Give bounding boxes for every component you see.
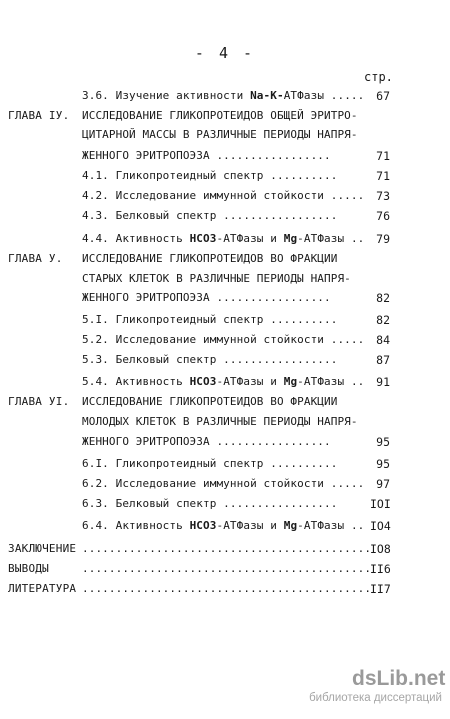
toc-entry-text bbox=[82, 289, 331, 307]
toc-entry-text bbox=[82, 250, 337, 268]
toc-entry-text bbox=[82, 167, 337, 185]
toc-entry-part: АТФазы ..... bbox=[283, 89, 365, 102]
toc-entry-part: 6.I. Гликопротеидный спектр .......... bbox=[82, 457, 338, 470]
toc-entry-part: 4.3. Белковый спектр ................. bbox=[82, 209, 338, 222]
toc-entry-text bbox=[82, 433, 331, 451]
toc-entry-text bbox=[82, 187, 364, 205]
toc-row bbox=[0, 107, 450, 125]
toc-page-number: IOI bbox=[370, 497, 391, 511]
toc-formula: Na-K- bbox=[250, 89, 284, 102]
toc-row bbox=[0, 331, 450, 349]
toc-row bbox=[0, 187, 450, 205]
toc-page-number: 82 bbox=[376, 291, 390, 305]
toc-entry-part: -АТФазы .. bbox=[297, 375, 365, 388]
pages-column-header: стр. bbox=[364, 70, 393, 84]
toc-page-number: 79 bbox=[376, 232, 390, 246]
toc-row bbox=[0, 250, 450, 268]
toc-entry-part: ЦИТАРНОЙ МАССЫ В РАЗЛИЧНЫЕ ПЕРИОДЫ НАПРЯ- bbox=[82, 128, 358, 141]
toc-page-number: 87 bbox=[376, 353, 390, 367]
toc-entry-part: 4.1. Гликопротеидный спектр .......... bbox=[82, 169, 338, 182]
toc-page-number: 67 bbox=[376, 89, 390, 103]
toc-row bbox=[0, 167, 450, 185]
toc-chapter-label: ГЛАВА УI. bbox=[8, 395, 70, 408]
toc-row bbox=[0, 413, 450, 431]
toc-page-number: IO8 bbox=[370, 542, 391, 556]
toc-chapter-label: ГЛАВА IУ. bbox=[8, 109, 70, 122]
toc-entry-text bbox=[82, 540, 371, 558]
toc-entry-text bbox=[82, 455, 337, 473]
toc-entry-text bbox=[82, 207, 337, 225]
toc-row bbox=[0, 475, 450, 493]
toc-entry-part: 4.4. Активность bbox=[82, 232, 183, 245]
toc-row bbox=[0, 207, 450, 225]
toc-chapter-label: ЗАКЛЮЧЕНИЕ bbox=[8, 542, 77, 555]
toc-entry-text bbox=[82, 495, 337, 513]
toc-page-number: 82 bbox=[376, 313, 390, 327]
toc-entry-text bbox=[82, 413, 358, 431]
toc-chapter-label: ЛИТЕРАТУРА bbox=[8, 582, 77, 595]
toc-row bbox=[0, 540, 450, 558]
toc-entry-text bbox=[82, 331, 364, 349]
watermark-logo-text: dsLib bbox=[352, 667, 408, 690]
toc-entry-part: ЖЕННОГО ЭРИТРОПОЭЗА ................. bbox=[82, 291, 331, 304]
toc-row bbox=[0, 289, 450, 307]
toc-entry-part: -АТФазы и bbox=[216, 519, 277, 532]
toc-page-number: II6 bbox=[370, 562, 391, 576]
toc-formula: HCO3 bbox=[189, 519, 217, 532]
toc-entry-part: ........................................... bbox=[82, 582, 372, 595]
toc-page-number: 84 bbox=[376, 333, 390, 347]
toc-entry-part: МОЛОДЫХ КЛЕТОК В РАЗЛИЧНЫЕ ПЕРИОДЫ НАПРЯ- bbox=[82, 415, 358, 428]
toc-row bbox=[0, 126, 450, 144]
toc-entry-part: ИССЛЕДОВАНИЕ ГЛИКОПРОТЕИДОВ ОБЩЕЙ ЭРИТРО- bbox=[82, 109, 358, 122]
toc-row bbox=[0, 147, 450, 165]
toc-row bbox=[0, 87, 450, 105]
toc-entry-text bbox=[82, 147, 331, 165]
toc-page-number: 91 bbox=[376, 375, 390, 389]
toc-row bbox=[0, 393, 450, 411]
toc-chapter-label: ВЫВОДЫ bbox=[8, 562, 49, 575]
toc-entry-part: 6.4. Активность bbox=[82, 519, 183, 532]
toc-row bbox=[0, 560, 450, 578]
toc-row bbox=[0, 455, 450, 473]
toc-entry-part: ........................................... bbox=[82, 562, 372, 575]
toc-entry-part: 4.2. Исследование иммунной стойкости ..... bbox=[82, 189, 365, 202]
toc-formula: HCO3 bbox=[189, 375, 217, 388]
watermark-subtitle: библиотека диссертаций bbox=[309, 692, 442, 704]
toc-row bbox=[0, 270, 450, 288]
toc-page-number: IO4 bbox=[370, 519, 391, 533]
toc-entry-part: 5.2. Исследование иммунной стойкости ..... bbox=[82, 333, 365, 346]
toc-row bbox=[0, 311, 450, 329]
toc-row bbox=[0, 373, 450, 391]
toc-page-number: 95 bbox=[376, 435, 390, 449]
toc-entry-part: 6.3. Белковый спектр ................. bbox=[82, 497, 338, 510]
toc-entry-part: 3.6. Изучение активности bbox=[82, 89, 244, 102]
toc-row bbox=[0, 433, 450, 451]
toc-entry-part: СТАРЫХ КЛЕТОК В РАЗЛИЧНЫЕ ПЕРИОДЫ НАПРЯ- bbox=[82, 272, 351, 285]
toc-page-number: II7 bbox=[370, 582, 391, 596]
toc-chapter-label: ГЛАВА У. bbox=[8, 252, 63, 265]
watermark-logo bbox=[352, 668, 445, 690]
toc-formula: HCO3 bbox=[189, 232, 217, 245]
toc-entry-part: -АТФазы .. bbox=[297, 232, 365, 245]
toc-entry-part: ЖЕННОГО ЭРИТРОПОЭЗА ................. bbox=[82, 435, 331, 448]
toc-page-number: 97 bbox=[376, 477, 390, 491]
toc-entry-text bbox=[82, 87, 364, 105]
toc-formula: Mg bbox=[283, 232, 298, 245]
toc-page-number: 76 bbox=[376, 209, 390, 223]
toc-entry-text bbox=[82, 351, 337, 369]
toc-entry-part: -АТФазы и bbox=[216, 232, 277, 245]
toc-entry-part: -АТФазы и bbox=[216, 375, 277, 388]
toc-entry-part: 6.2. Исследование иммунной стойкости ..... bbox=[82, 477, 365, 490]
toc-entry-text bbox=[82, 126, 358, 144]
toc-row bbox=[0, 517, 450, 535]
toc-row bbox=[0, 580, 450, 598]
toc-entry-text bbox=[82, 475, 364, 493]
toc-entry-part: ЖЕННОГО ЭРИТРОПОЭЗА ................. bbox=[82, 149, 331, 162]
toc-row bbox=[0, 351, 450, 369]
toc-row bbox=[0, 495, 450, 513]
toc-page-number: 71 bbox=[376, 169, 390, 183]
toc-entry-part: ИССЛЕДОВАНИЕ ГЛИКОПРОТЕИДОВ ВО ФРАКЦИИ bbox=[82, 252, 338, 265]
toc-formula: Mg bbox=[283, 519, 298, 532]
toc-entry-part: 5.4. Активность bbox=[82, 375, 183, 388]
toc-entry-part: ........................................... bbox=[82, 542, 372, 555]
toc-entry-part: -АТФазы .. bbox=[297, 519, 365, 532]
toc-entry-text bbox=[82, 270, 351, 288]
toc-entry-text bbox=[82, 580, 371, 598]
toc-page-number: 71 bbox=[376, 149, 390, 163]
toc-formula: Mg bbox=[283, 375, 298, 388]
toc-entry-text bbox=[82, 373, 364, 391]
toc-page-number: 95 bbox=[376, 457, 390, 471]
toc-entry-part: 5.I. Гликопротеидный спектр .......... bbox=[82, 313, 338, 326]
toc-entry-text bbox=[82, 311, 337, 329]
toc-entry-part: 5.3. Белковый спектр ................. bbox=[82, 353, 338, 366]
toc-entry-text bbox=[82, 560, 371, 578]
watermark-logo-tld: .net bbox=[408, 667, 446, 690]
toc-entry-text bbox=[82, 230, 364, 248]
toc-entry-text bbox=[82, 107, 358, 125]
toc-page-number: 73 bbox=[376, 189, 390, 203]
toc-entry-part: ИССЛЕДОВАНИЕ ГЛИКОПРОТЕИДОВ ВО ФРАКЦИИ bbox=[82, 395, 338, 408]
toc-entry-text bbox=[82, 517, 364, 535]
toc-entry-text bbox=[82, 393, 337, 411]
toc-row bbox=[0, 230, 450, 248]
page-number: - 4 - bbox=[194, 44, 256, 62]
